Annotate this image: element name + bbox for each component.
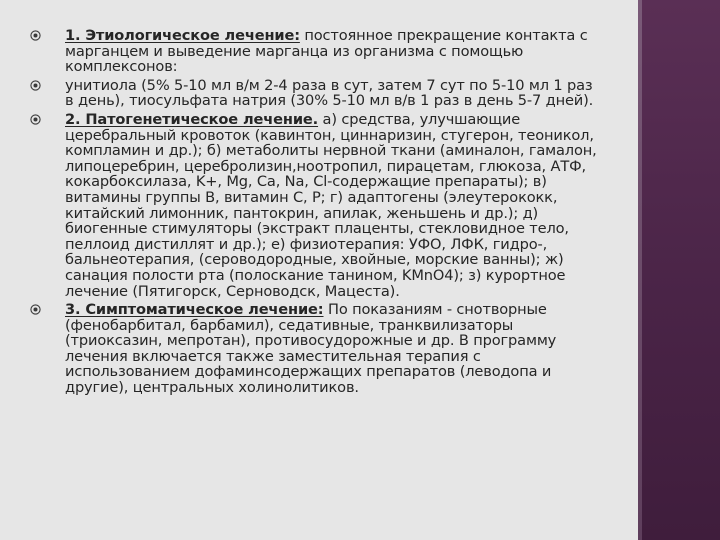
item-text: По показаниям - снотворные (фенобарбитал, барбамил), седативные, транквилизаторы (триоксазин, мепротан), противосудорожные и др. В программу лечения включается также заместительная терапия с использованием дофаминсодержащих препаратов (леводопа и другие), центральных холинолитиков. [65,301,557,397]
list-item [30,302,605,396]
bullet-list [30,28,605,396]
list-item [30,78,605,109]
circled-dot-icon [30,80,41,91]
item-text: унитиола (5% 5-10 мл в/м 2-4 раза в сут, затем 7 сут по 5-10 мл 1 раз в день), тиосульфата натрия (30% 5-10 мл в/в 1 раз в день 5-7 дней). [65,76,594,110]
list-item [30,112,605,299]
list-item [30,28,605,75]
item-text: постоянное прекращение контакта с марганцем и выведение марганца из организма с помощью комплексонов: [65,27,588,76]
item-text: а) средства, улучшающие церебральный кровоток (кавинтон, циннаризин, стугерон, теоникол, компламин и др.); б) метаболиты нервной ткани (аминалон, гамалон, липоцеребрин, церебролизин,ноотропил, пирацетам, глюкоза, АТФ, кокарбоксилаза, K+, Mg, Ca, Na, Cl-содержащие препараты); в) витамины группы В, витамин С, Р; г) адаптогены (элеутерококк, китайский лимонник, пантокрин, апилак, женьшень и др.); д) биогенные стимуляторы (экстракт плаценты, стекловидное тело, пеллоид дистиллят и др.); е) физиотерапия: УФО, ЛФК, гидро-, бальнеотерапия, (сероводородные, хвойные, морские ванны); ж) санация полости рта (полоскание танином, KMnO4); з) курортное лечение (Пятигорск, Серноводск, Мацеста). [65,110,597,300]
item-heading: 1. Этиологическое лечение: [65,27,300,44]
circled-dot-icon [30,304,41,315]
circled-dot-icon [30,30,41,41]
accent-side-bar-edge [638,0,642,540]
item-heading: 3. Симптоматическое лечение: [65,301,324,319]
accent-side-bar [638,0,720,540]
item-heading: 2. Патогенетическое лечение. [65,110,319,128]
circled-dot-icon [30,114,41,125]
